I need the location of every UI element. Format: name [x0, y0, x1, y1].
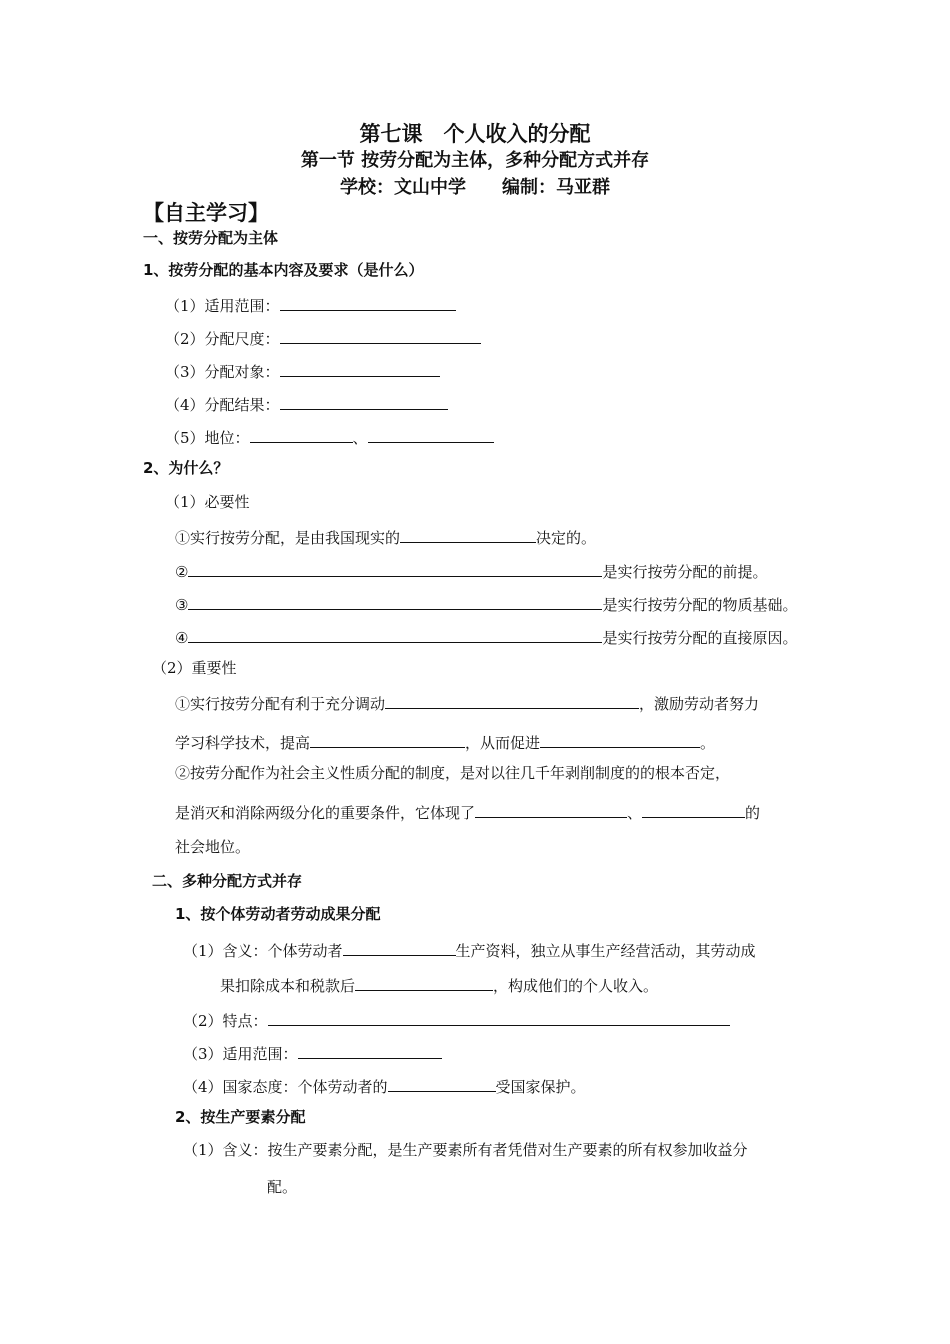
- text: 是实行按劳分配的物质基础。: [602, 596, 798, 614]
- necessity-item-1: [175, 528, 596, 546]
- part1-heading: 一、按劳分配为主体: [143, 229, 279, 247]
- text: ，从而促进: [465, 734, 541, 752]
- text: ，构成他们的个人收入。: [493, 977, 659, 995]
- importance-2-line1: ②按劳分配作为社会主义性质分配的制度，是对以往几千年剥削制度的的根本否定，: [175, 764, 731, 782]
- s1-heading: 1、按个体劳动者劳动成果分配: [175, 905, 381, 923]
- item-label: （1）适用范围：: [165, 297, 280, 315]
- s2-meaning-line1: （1）含义：按生产要素分配，是生产要素所有者凭借对生产要素的所有权参加收益分: [183, 1141, 748, 1159]
- text: 受国家保护。: [495, 1078, 586, 1096]
- fill-blank[interactable]: [310, 733, 465, 748]
- text: （3）适用范围：: [183, 1045, 298, 1063]
- fill-blank[interactable]: [188, 628, 602, 643]
- text: ①实行按劳分配，是由我国现实的: [175, 529, 401, 547]
- text: 、: [627, 804, 643, 822]
- fill-blank[interactable]: [400, 528, 536, 543]
- q2-heading: 2、为什么？: [143, 459, 229, 477]
- q1-item-4: [165, 395, 448, 413]
- s1-attitude: [183, 1077, 586, 1095]
- text: 是消灭和消除两级分化的重要条件，它体现了: [175, 804, 476, 822]
- text: ④: [175, 629, 189, 647]
- necessity-heading: （1）必要性: [165, 493, 250, 511]
- importance-heading: （2）重要性: [152, 659, 237, 677]
- text: 的: [745, 804, 761, 822]
- text: （2）特点：: [183, 1012, 268, 1030]
- fill-blank[interactable]: [280, 329, 481, 344]
- fill-blank[interactable]: [280, 395, 448, 410]
- text: 生产资料，独立从事生产经营活动，其劳动成: [455, 942, 756, 960]
- necessity-item-2: [175, 562, 767, 580]
- q1-item-5: [165, 428, 494, 446]
- fill-blank[interactable]: [355, 976, 493, 991]
- text: 是实行按劳分配的前提。: [602, 563, 768, 581]
- s1-scope: [183, 1044, 442, 1062]
- importance-1-line2: [175, 733, 715, 751]
- fill-blank[interactable]: [188, 562, 602, 577]
- necessity-item-4: [175, 628, 797, 646]
- q1-item-3: [165, 362, 440, 380]
- q1-item-1: [165, 296, 456, 314]
- text: 。: [700, 734, 716, 752]
- fill-blank[interactable]: [250, 428, 353, 443]
- fill-blank[interactable]: [385, 694, 639, 709]
- page-subtitle: 第一节 按劳分配为主体，多种分配方式并存: [300, 150, 650, 171]
- item-label: （5）地位：: [165, 429, 250, 447]
- necessity-item-3: [175, 595, 797, 613]
- fill-blank[interactable]: [475, 803, 627, 818]
- section-self-study: 【自主学习】: [143, 201, 269, 225]
- fill-blank[interactable]: [280, 296, 456, 311]
- fill-blank[interactable]: [343, 941, 456, 956]
- fill-blank[interactable]: [280, 362, 440, 377]
- separator: 、: [352, 429, 368, 447]
- importance-2-line3: 社会地位。: [175, 838, 251, 856]
- text: ①实行按劳分配有利于充分调动: [175, 695, 386, 713]
- q1-item-2: [165, 329, 481, 347]
- part2-heading: 二、多种分配方式并存: [152, 872, 303, 890]
- text: 是实行按劳分配的直接原因。: [602, 629, 798, 647]
- s2-meaning-line2: 配。: [267, 1178, 298, 1196]
- fill-blank[interactable]: [540, 733, 700, 748]
- text: ②: [175, 563, 189, 581]
- item-label: （2）分配尺度：: [165, 330, 280, 348]
- importance-2-line2: [175, 803, 760, 821]
- importance-1-line1: [175, 694, 759, 712]
- text: 果扣除成本和税款后: [220, 977, 356, 995]
- fill-blank[interactable]: [642, 803, 745, 818]
- text: 决定的。: [536, 529, 597, 547]
- item-label: （3）分配对象：: [165, 363, 280, 381]
- page-title: 第七课 个人收入的分配: [359, 122, 591, 146]
- text: （1）含义：个体劳动者: [183, 942, 343, 960]
- author-line: 学校：文山中学 编制：马亚群: [340, 177, 610, 198]
- fill-blank[interactable]: [298, 1044, 442, 1059]
- fill-blank[interactable]: [368, 428, 494, 443]
- s2-heading: 2、按生产要素分配: [175, 1108, 306, 1126]
- s1-meaning-line2: [220, 976, 658, 994]
- text: ，激励劳动者努力: [639, 695, 760, 713]
- fill-blank[interactable]: [188, 595, 602, 610]
- fill-blank[interactable]: [388, 1077, 496, 1092]
- q1-heading: 1、按劳分配的基本内容及要求（是什么）: [143, 261, 424, 279]
- item-label: （4）分配结果：: [165, 396, 280, 414]
- text: ③: [175, 596, 189, 614]
- text: （4）国家态度：个体劳动者的: [183, 1078, 388, 1096]
- s1-meaning-line1: [183, 941, 756, 959]
- text: 学习科学技术，提高: [175, 734, 311, 752]
- fill-blank[interactable]: [268, 1011, 730, 1026]
- s1-features: [183, 1011, 730, 1029]
